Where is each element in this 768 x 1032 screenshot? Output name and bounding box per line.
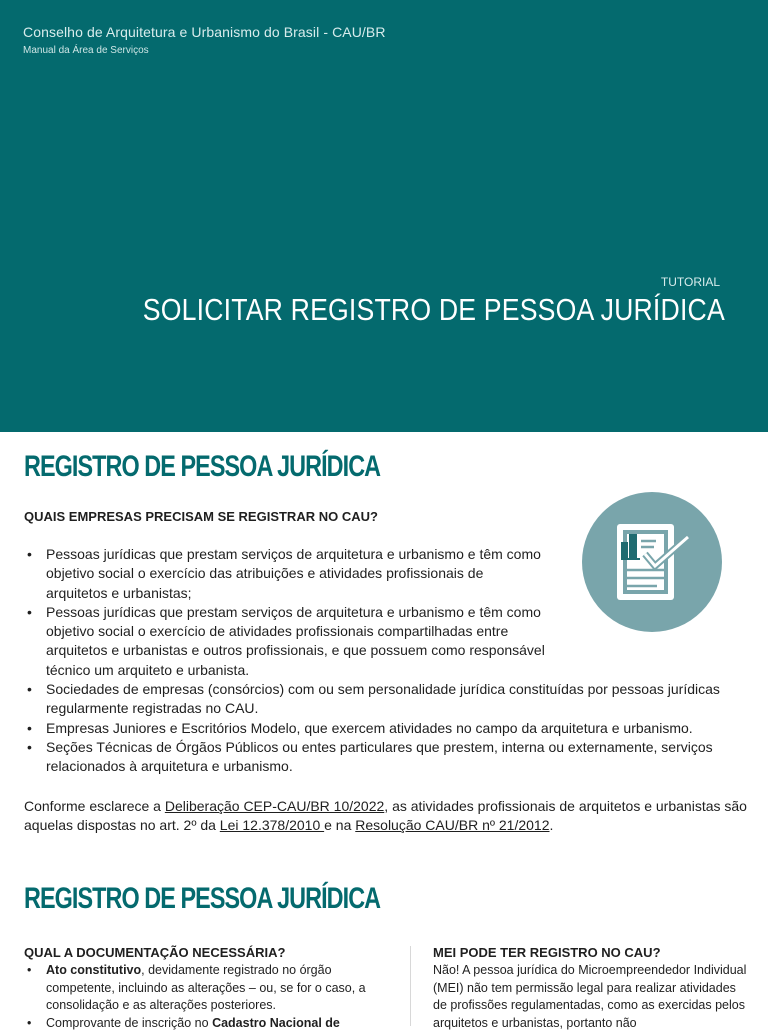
list-item-bold: Cadastro Nacional de: [212, 1016, 340, 1030]
section-question: QUAIS EMPRESAS PRECISAM SE REGISTRAR NO CAU?: [24, 509, 378, 524]
list-item: • Empresas Juniores e Escritórios Modelo, que exercem atividades no campo da arquitetura e urbanismo.: [24, 719, 754, 738]
paragraph-text: e na: [324, 817, 355, 833]
legal-reference-paragraph: [24, 797, 752, 836]
paragraph-text: Conforme esclarece a: [24, 798, 165, 814]
list-item-bold: Ato constitutivo: [46, 963, 141, 977]
org-name: Conselho de Arquitetura e Urbanismo do Brasil - CAU/BR: [23, 24, 386, 40]
tutorial-label: TUTORIAL: [661, 275, 720, 289]
paragraph-text: , as atividades profissionais de arquitetos e urbanistas são aquelas dispostas no art. 2º da: [24, 798, 747, 833]
documentation-list: [24, 962, 394, 1032]
list-item: [24, 1015, 394, 1032]
paragraph-text: .: [550, 817, 554, 833]
requirements-list: [24, 545, 754, 777]
list-item: • Pessoas jurídicas que prestam serviços de arquitetura e urbanismo e têm como objetivo social o exercício das atribuições e atividades profissionais de arquitetos e urbanistas;: [24, 545, 546, 603]
mei-answer: Não! A pessoa jurídica do Microempreendedor Individual (MEI) não tem permissão legal para realizar atividades de profissões regulamentadas, como as exercidas pelos arquitetos e urbanistas, portanto não: [433, 962, 751, 1032]
list-item: • Pessoas jurídicas que prestam serviços de arquitetura e urbanismo e têm como objetivo social o exercício de atividades profissionais compartilhadas entre arquitetos e urbanistas e outros profissionais, e que possuem como responsável técnico um arquiteto e urbanista.: [24, 603, 546, 680]
org-subtitle: Manual da Área de Serviços: [23, 45, 149, 56]
list-item-text: Comprovante de inscrição no: [46, 1016, 212, 1030]
mei-question: MEI PODE TER REGISTRO NO CAU?: [433, 945, 661, 960]
resolucao-link[interactable]: Resolução CAU/BR nº 21/2012: [355, 817, 549, 833]
column-divider: [410, 946, 411, 1026]
section-heading: REGISTRO DE PESSOA JURÍDICA: [24, 882, 380, 916]
list-item: • Seções Técnicas de Órgãos Públicos ou entes particulares que prestem, interna ou externamente, serviços relacionados à arquitetura e urbanismo.: [24, 738, 754, 777]
list-item-text: , devidamente registrado no órgão competente, incluindo as alterações – ou, se for o caso, a consolidação e as alterações posteriores.: [46, 963, 366, 1012]
page-title: SOLICITAR REGISTRO DE PESSOA JURÍDICA: [143, 292, 725, 328]
header-banner: [0, 0, 768, 432]
deliberacao-link[interactable]: Deliberação CEP-CAU/BR 10/2022: [165, 798, 384, 814]
documentation-question: QUAL A DOCUMENTAÇÃO NECESSÁRIA?: [24, 945, 285, 960]
list-item: [24, 962, 394, 1015]
lei-link[interactable]: Lei 12.378/2010: [220, 817, 324, 833]
list-item: • Sociedades de empresas (consórcios) com ou sem personalidade jurídica constituídas por pessoas jurídicas regularmente registradas no CAU.: [24, 680, 754, 719]
section-heading: REGISTRO DE PESSOA JURÍDICA: [24, 450, 380, 484]
